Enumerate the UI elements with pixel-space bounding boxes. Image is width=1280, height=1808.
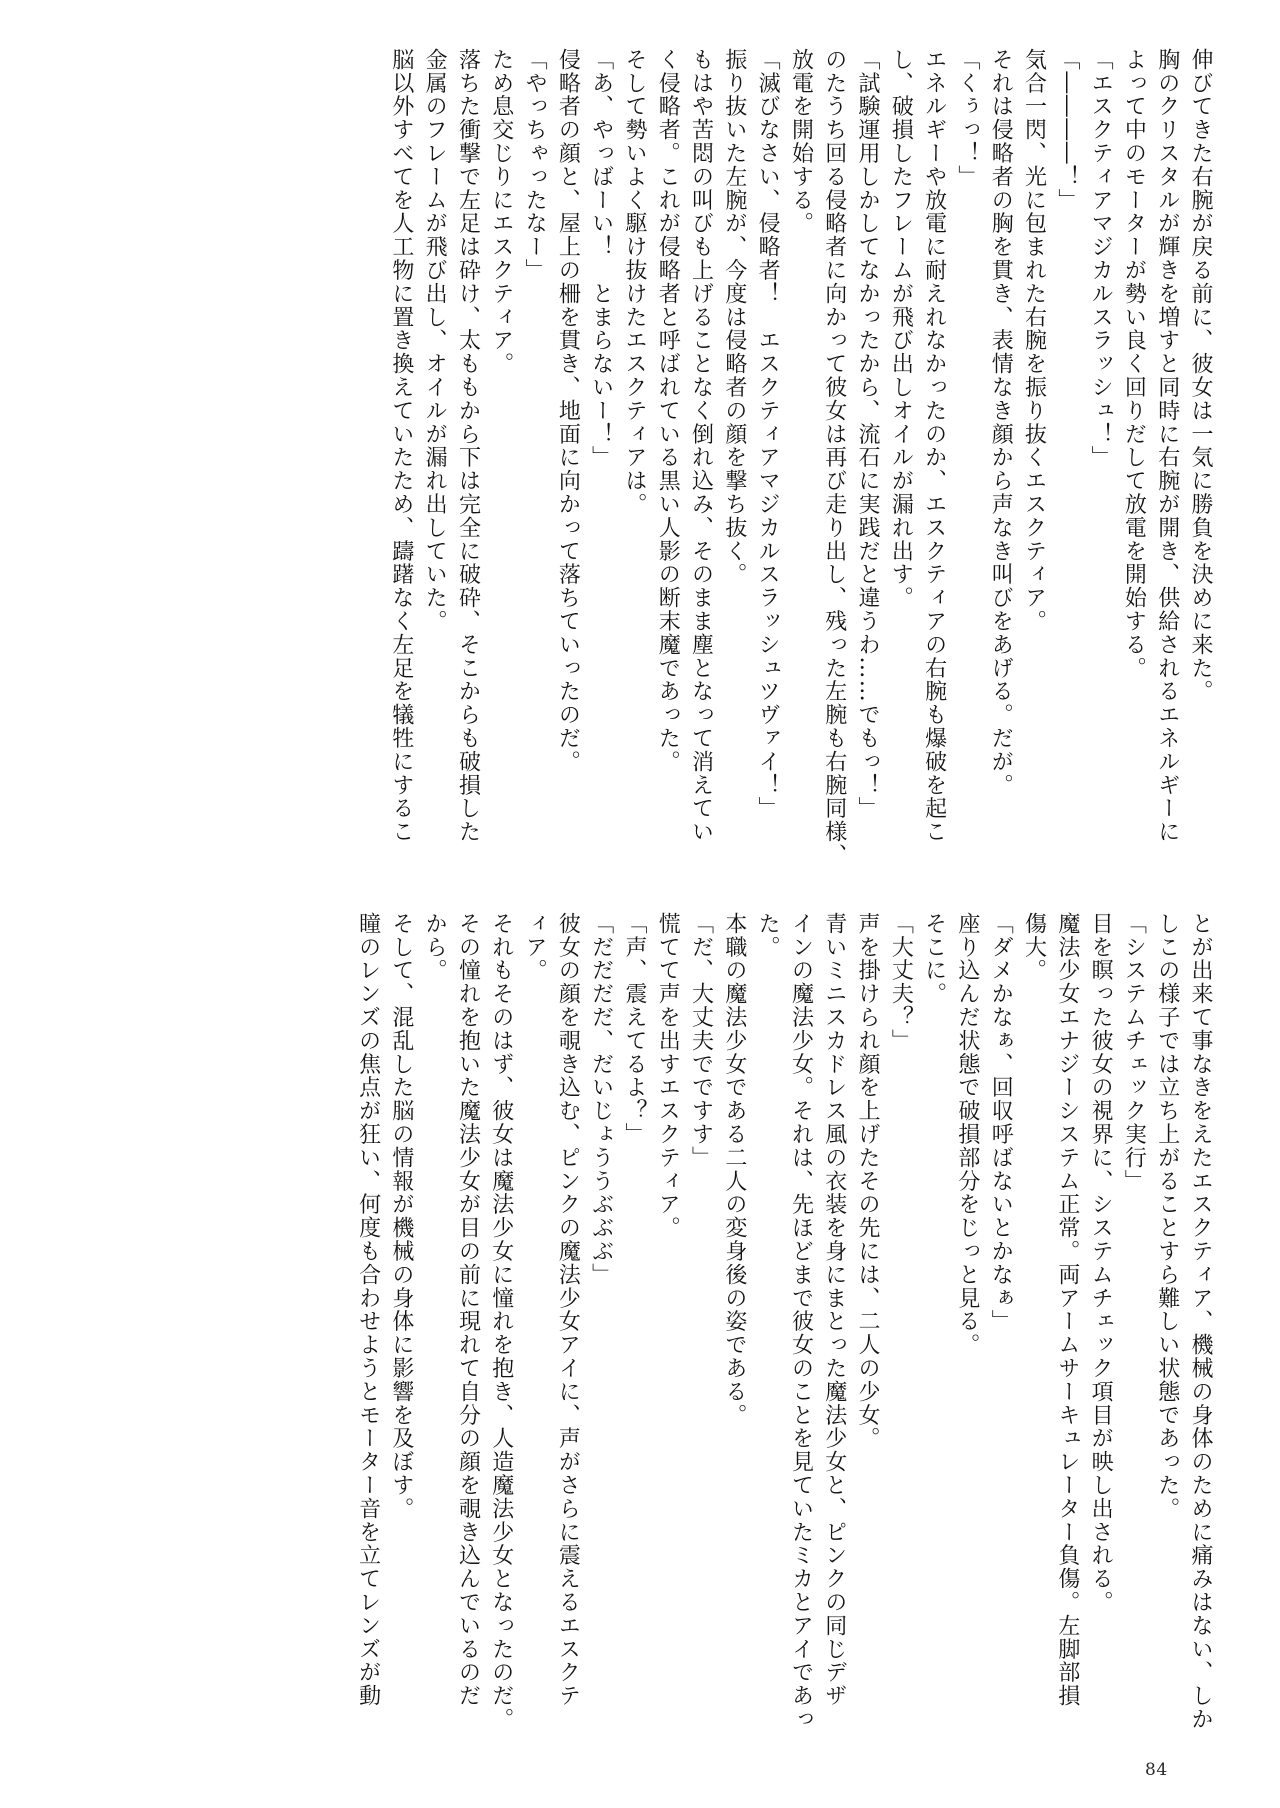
text-block-upper (77, 48, 1217, 878)
text-line: 気合一閃、光に包まれた右腕を振り抜くエスクティア。 (1021, 48, 1047, 633)
text-line: 傷大。 (1021, 912, 1047, 983)
text-line: から。 (422, 912, 448, 983)
text-line: しこの様子では立ち上がることすら難しい状態であった。 (1154, 912, 1180, 1521)
text-line: 脳以外すべてを人工物に置き換えていたため、躊躇なく左足を犠牲にするこ (388, 48, 414, 844)
text-line: 「だだだだ、だいじょううぶぶぶ」 (588, 912, 614, 1287)
text-line: そして勢いよく駆け抜けたエスクティアは。 (621, 48, 647, 516)
text-line: 目を瞑った彼女の視界に、システムチェック項目が映し出される。 (1088, 912, 1114, 1614)
text-line: 青いミニスカドレス風の衣装を身にまとった魔法少女と、ピンクの同じデザ (821, 912, 847, 1708)
text-line: よって中のモーターが勢い良く回りだして放電を開始する。 (1121, 48, 1147, 680)
text-block-lower (77, 912, 1217, 1732)
text-line: 「――――！」 (1054, 48, 1080, 212)
text-line: ィア。 (522, 912, 548, 983)
text-line: 「試験運用しかしてなかったから、流石に実践だと違うわ……でもっ！」 (855, 48, 881, 821)
text-line: もはや苦悶の叫びも上げることなく倒れ込み、そのまま塵となって消えてい (688, 48, 714, 844)
text-line: 瞳のレンズの焦点が狂い、何度も合わせようとモーター音を立てレンズが動 (355, 912, 381, 1708)
text-line: 侵略者の顔と、屋上の柵を貫き、地面に向かって落ちていったのだ。 (555, 48, 581, 774)
text-line: 落ちた衝撃で左足は砕け、太ももから下は完全に破砕、そこからも破損した (455, 48, 481, 844)
text-line: 「やっちゃったなー」 (522, 48, 548, 282)
text-line: 放電を開始する。 (788, 48, 814, 236)
text-line: エネルギーや放電に耐えれなかったのか、エスクティアの右腕も爆破を起こ (921, 48, 947, 844)
text-line: 「だ、大丈夫でですす」 (688, 912, 714, 1170)
text-line: 声を掛けられ顔を上げたその先には、二人の少女。 (855, 912, 881, 1451)
text-line: そして、混乱した脳の情報が機械の身体に影響を及ぼす。 (388, 912, 414, 1521)
text-line: 振り抜いた左腕が、今度は侵略者の顔を撃ち抜く。 (721, 48, 747, 587)
text-line: 「大丈夫？」 (888, 912, 914, 1053)
text-line: のたうち回る侵略者に向かって彼女は再び走り出し、残った左腕も右腕同様、 (821, 48, 847, 867)
text-line: ため息交じりにエスクティア。 (488, 48, 514, 376)
text-line: 慌てて声を出すエスクティア。 (655, 912, 681, 1240)
text-line: 本職の魔法少女である二人の変身後の姿である。 (721, 912, 747, 1427)
text-line: 「システムチェック実行」 (1121, 912, 1147, 1193)
text-line: 座り込んだ状態で破損部分をじっと見る。 (954, 912, 980, 1357)
text-line: 「滅びなさい、侵略者！ エスクティアマジカルスラッシュツヴァイ！」 (755, 48, 781, 821)
page-number: 84 (1145, 1760, 1168, 1780)
text-line: インの魔法少女。それは、先ほどまで彼女のことを見ていたミカとアイであっ (788, 912, 814, 1731)
text-line: 魔法少女エナジーシステム正常。両アームサーキュレーター負傷。左脚部損 (1054, 912, 1080, 1708)
text-line: それは侵略者の胸を貫き、表情なき顔から声なき叫びをあげる。だが。 (988, 48, 1014, 797)
text-line: それもそのはず、彼女は魔法少女に憧れを抱き、人造魔法少女となったのだ。 (488, 912, 514, 1731)
text-line: 胸のクリスタルが輝きを増すと同時に右腕が開き、供給されるエネルギーに (1154, 48, 1180, 844)
text-line: 金属のフレームが飛び出し、オイルが漏れ出していた。 (422, 48, 448, 633)
text-line: 伸びてきた右腕が戻る前に、彼女は一気に勝負を決めに来た。 (1188, 48, 1213, 704)
text-line: た。 (755, 912, 781, 959)
text-line: 「ダメかなぁ、回収呼ばないとかなぁ」 (988, 912, 1014, 1334)
text-line: 「あ、やっばーい！ とまらないー！」 (588, 48, 614, 470)
text-line: とが出来て事なきをえたエスクティア、機械の身体のために痛みはない、しか (1188, 912, 1213, 1731)
text-line: その憧れを抱いた魔法少女が目の前に現れて自分の顔を覗き込んでいるのだ (455, 912, 481, 1708)
text-line: く侵略者。これが侵略者と呼ばれている黒い人影の断末魔であった。 (655, 48, 681, 774)
text-line: 「エスクティアマジカルスラッシュ！」 (1088, 48, 1114, 470)
text-line: 「声、震えてるよ？」 (621, 912, 647, 1146)
text-line: 「くぅっ！」 (954, 48, 980, 189)
text-line: し、破損したフレームが飛び出しオイルが漏れ出す。 (888, 48, 914, 610)
text-line: 彼女の顔を覗き込む、ピンクの魔法少女アイに、声がさらに震えるエスクテ (555, 912, 581, 1708)
text-line: そこに。 (921, 912, 947, 1006)
